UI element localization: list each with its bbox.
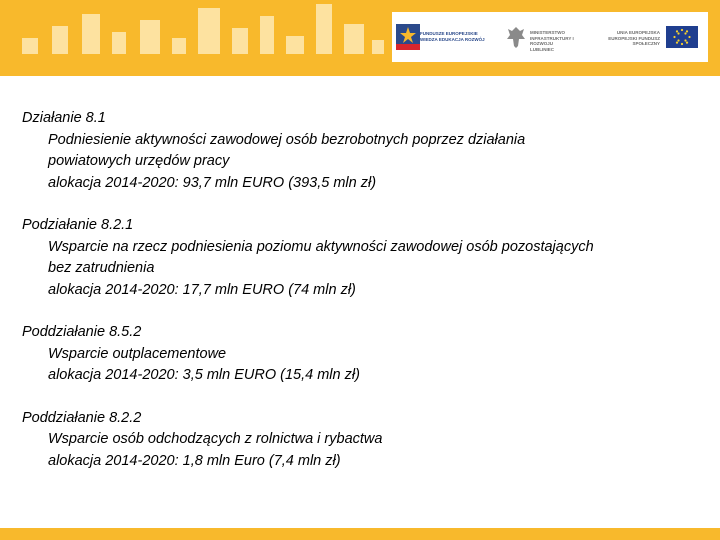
eu-logo-text: UNIA EUROPEJSKA EUROPEJSKI FUNDUSZ SPOŁECZNY <box>608 30 660 46</box>
footer-bar <box>0 528 720 540</box>
measure-description: Wsparcie na rzecz podniesienia poziomu aktywności zawodowej osób pozostających <box>48 238 594 255</box>
decorative-pattern <box>0 0 392 76</box>
measure-block-8-5-2 <box>22 322 702 387</box>
header-banner <box>0 0 720 76</box>
measure-allocation: alokacja 2014-2020: 93,7 mln EURO (393,5 mln zł) <box>48 174 377 191</box>
measure-allocation: alokacja 2014-2020: 3,5 mln EURO (15,4 mln zł) <box>48 367 360 383</box>
eu-flag-icon <box>666 26 698 48</box>
eu-logo <box>596 12 708 62</box>
polish-eagle-icon <box>506 25 526 49</box>
measure-description: powiatowych urzędów pracy <box>48 153 230 169</box>
ministry-logo <box>500 12 596 62</box>
measure-allocation: alokacja 2014-2020: 17,7 mln EURO (74 mln zł) <box>48 281 356 298</box>
ministry-logo-text: MINISTERSTWO INFRASTRUKTURY I ROZWOJU LUBLINIEC <box>530 30 574 52</box>
measure-heading: Poddziałanie 8.5.2 <box>22 324 142 340</box>
measure-block-8-2-2 <box>22 408 702 473</box>
measure-description: Wsparcie outplacementowe <box>48 345 227 362</box>
measure-description: Podniesienie aktywności zawodowej osób bezrobotnych poprzez działania <box>48 131 526 148</box>
measure-description: Wsparcie osób odchodzących z rolnictwa i rybactwa <box>48 431 383 447</box>
measure-block-8-2-1 <box>22 215 702 301</box>
measure-heading: Działanie 8.1 <box>22 110 106 126</box>
measure-allocation: alokacja 2014-2020: 1,8 mln Euro (7,4 mln zł) <box>48 452 341 469</box>
measures-list <box>22 108 702 493</box>
measure-block-8-1 <box>22 108 702 194</box>
fundusze-europejskie-logo-text: FUNDUSZE EUROPEJSKIE WIEDZA EDUKACJA ROZWÓJ <box>420 31 485 42</box>
measure-description: bez zatrudnienia <box>48 260 155 276</box>
measure-heading: Podziałanie 8.2.1 <box>22 217 134 233</box>
measure-heading: Poddziałanie 8.2.2 <box>22 409 142 426</box>
fundusze-europejskie-logo <box>392 12 500 62</box>
fundusze-europejskie-logo-icon <box>396 24 420 50</box>
